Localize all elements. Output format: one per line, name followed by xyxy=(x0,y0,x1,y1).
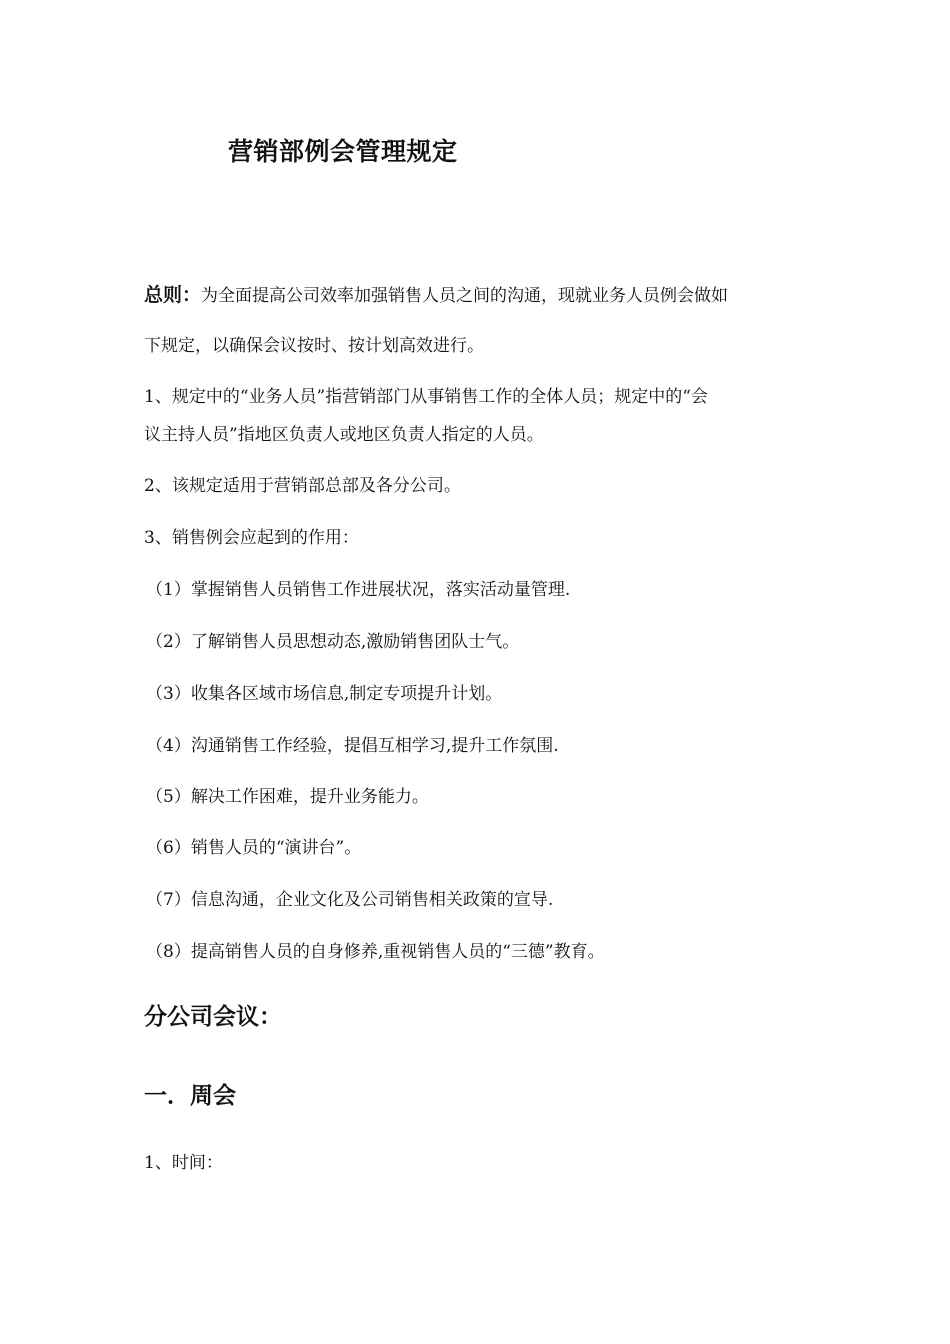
intro-text-1: 为全面提高公司效率加强销售人员之间的沟通，现就业务人员例会做如 xyxy=(201,286,729,306)
weekly-time-item: 1、时间： xyxy=(144,1153,223,1173)
branch-meeting-heading: 分公司会议： xyxy=(144,1004,282,1030)
intro-line-2: 下规定，以确保会议按时、按计划高效进行。 xyxy=(144,336,484,356)
function-item-4: （4）沟通销售工作经验，提倡互相学习,提升工作氛围. xyxy=(146,736,559,756)
intro-lead: 总则： xyxy=(144,284,202,306)
function-item-6: （6）销售人员的“演讲台”。 xyxy=(146,838,362,858)
function-item-1: （1）掌握销售人员销售工作进展状况，落实活动量管理. xyxy=(146,580,571,600)
document-title: 营销部例会管理规定 xyxy=(228,137,458,166)
rule-3: 3、销售例会应起到的作用： xyxy=(144,528,359,548)
weekly-meeting-heading: 一．周会 xyxy=(144,1083,236,1109)
function-item-8: （8）提高销售人员的自身修养,重视销售人员的“三德”教育。 xyxy=(146,942,605,962)
rule-1-line-1: 1、规定中的“业务人员”指营销部门从事销售工作的全体人员；规定中的“会 xyxy=(144,387,708,407)
rule-2: 2、该规定适用于营销部总部及各分公司。 xyxy=(144,476,461,496)
function-item-7: （7）信息沟通，企业文化及公司销售相关政策的宣导. xyxy=(146,890,554,910)
intro-line-1 xyxy=(144,280,728,307)
rule-1-line-2: 议主持人员”指地区负责人或地区负责人指定的人员。 xyxy=(144,425,544,445)
function-item-3: （3）收集各区域市场信息,制定专项提升计划。 xyxy=(146,684,503,704)
function-item-5: （5）解决工作困难，提升业务能力。 xyxy=(146,787,429,807)
function-item-2: （2）了解销售人员思想动态,激励销售团队士气。 xyxy=(146,632,520,652)
